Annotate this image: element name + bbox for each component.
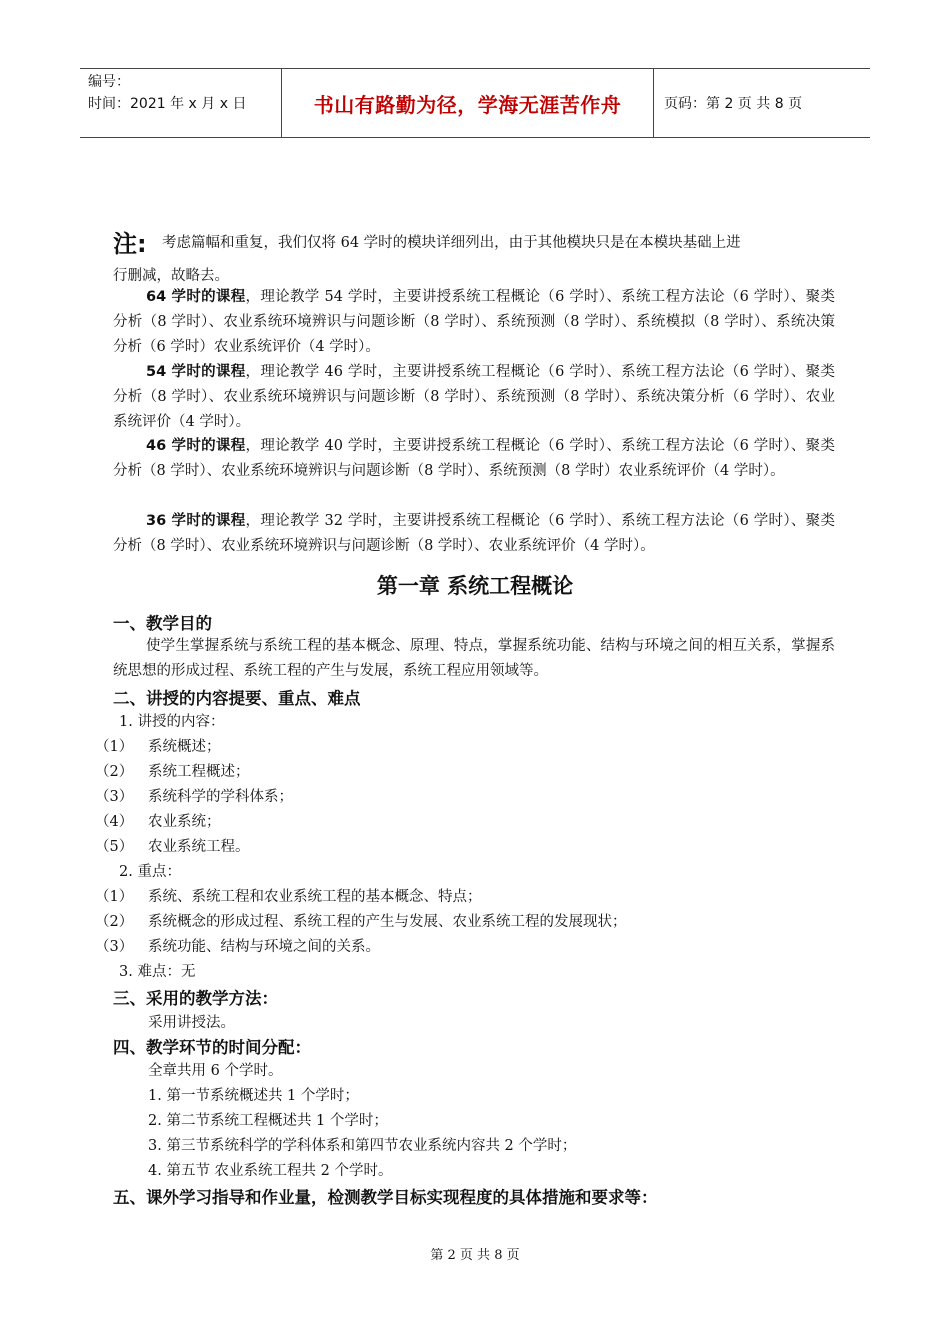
section-4-intro: 全章共用 6 个学时。 — [148, 1063, 283, 1079]
content-item-num: （3） — [95, 789, 134, 805]
module-lead: 64 学时的课程 — [146, 289, 246, 305]
module-paragraph-64 — [113, 285, 835, 359]
difficulty: 3. 难点：无 — [119, 964, 196, 980]
section-1-title: 一、教学目的 — [113, 614, 212, 633]
content-item-num: （4） — [95, 814, 134, 830]
module-paragraph-36 — [113, 509, 835, 559]
section-3-body: 采用讲授法。 — [148, 1015, 235, 1031]
content-item-num: （1） — [95, 739, 134, 755]
key-item-num: （2） — [95, 914, 134, 930]
section-3-title: 三、采用的教学方法： — [113, 989, 278, 1008]
header-page-code: 页码：第 2 页 共 8 页 — [664, 96, 803, 112]
content-item-num: （5） — [95, 839, 134, 855]
content-item-text: 农业系统工程。 — [148, 839, 250, 855]
module-paragraph-46 — [113, 434, 835, 484]
section-5-title: 五、课外学习指导和作业量，检测教学目标实现程度的具体措施和要求等： — [113, 1188, 658, 1207]
content-item-text: 系统工程概述； — [148, 764, 250, 780]
content-item-text: 农业系统； — [148, 814, 221, 830]
key-item-num: （3） — [95, 939, 134, 955]
content-item-num: （2） — [95, 764, 134, 780]
note-line-1: 考虑篇幅和重复，我们仅将 64 学时的模块详细列出，由于其他模块只是在本模块基础上进 — [162, 235, 741, 251]
module-lead: 54 学时的课程 — [146, 364, 246, 380]
page-footer: 第 2 页 共 8 页 — [430, 1248, 520, 1263]
module-lead: 36 学时的课程 — [146, 513, 246, 529]
module-lead: 46 学时的课程 — [146, 438, 246, 454]
key-item-text: 系统功能、结构与环境之间的关系。 — [148, 939, 380, 955]
time-item: 3. 第三节系统科学的学科体系和第四节农业系统内容共 2 个学时； — [148, 1138, 577, 1154]
note-marker: 注: — [113, 230, 147, 258]
time-label: 时间：2021 年 x 月 x 日 — [88, 96, 247, 112]
module-text: ，理论教学 32 学时，主要讲授系统工程概论（6 学时）、系统工程方法论（6 学时）、聚类分析（8 学时）、农业系统环境辨识与问题诊断（8 学时）、农业系统评价（4 学时）。 — [113, 513, 835, 554]
time-item: 1. 第一节系统概述共 1 个学时； — [148, 1088, 359, 1104]
key-item-num: （1） — [95, 889, 134, 905]
section-1-body: 使学生掌握系统与系统工程的基本概念、原理、特点，掌握系统功能、结构与环境之间的相互关系，掌握系统思想的形成过程、系统工程的产生与发展，系统工程应用领域等。 — [113, 638, 835, 679]
content-item-text: 系统概述； — [148, 739, 221, 755]
key-label: 2. 重点： — [119, 864, 181, 880]
section-4-title: 四、教学环节的时间分配： — [113, 1038, 311, 1057]
page-header — [80, 68, 870, 138]
content-label: 1. 讲授的内容： — [119, 714, 225, 730]
module-text: ，理论教学 40 学时，主要讲授系统工程概论（6 学时）、系统工程方法论（6 学时）、聚类分析（8 学时）、农业系统环境辨识与问题诊断（8 学时）、系统预测（8 学时）农业系统评价（4 学时）。 — [113, 438, 835, 479]
key-item-text: 系统、系统工程和农业系统工程的基本概念、特点； — [148, 889, 482, 905]
time-item: 4. 第五节 农业系统工程共 2 个学时。 — [148, 1163, 393, 1179]
module-paragraph-54 — [113, 360, 835, 434]
chapter-title: 第一章 系统工程概论 — [376, 574, 574, 598]
time-item: 2. 第二节系统工程概述共 1 个学时； — [148, 1113, 388, 1129]
number-label: 编号： — [88, 74, 130, 90]
module-text: ，理论教学 54 学时，主要讲授系统工程概论（6 学时）、系统工程方法论（6 学时）、聚类分析（8 学时）、农业系统环境辨识与问题诊断（8 学时）、系统预测（8 学时）、系统模拟（8 学时）、系统决策分析（6 学时）农业系统评价（4 学时）。 — [113, 289, 835, 355]
section-2-title: 二、讲授的内容提要、重点、难点 — [113, 689, 361, 708]
module-text: ，理论教学 46 学时，主要讲授系统工程概论（6 学时）、系统工程方法论（6 学时）、聚类分析（8 学时）、农业系统环境辨识与问题诊断（8 学时）、系统预测（8 学时）、系统决策分析（6 学时）、农业系统评价（4 学时）。 — [113, 364, 835, 430]
header-motto: 书山有路勤为径，学海无涯苦作舟 — [282, 69, 654, 137]
key-item-text: 系统概念的形成过程、系统工程的产生与发展、农业系统工程的发展现状； — [148, 914, 627, 930]
header-meta — [80, 69, 282, 137]
content-item-text: 系统科学的学科体系； — [148, 789, 293, 805]
note-line-2: 行删减，故略去。 — [113, 268, 229, 284]
